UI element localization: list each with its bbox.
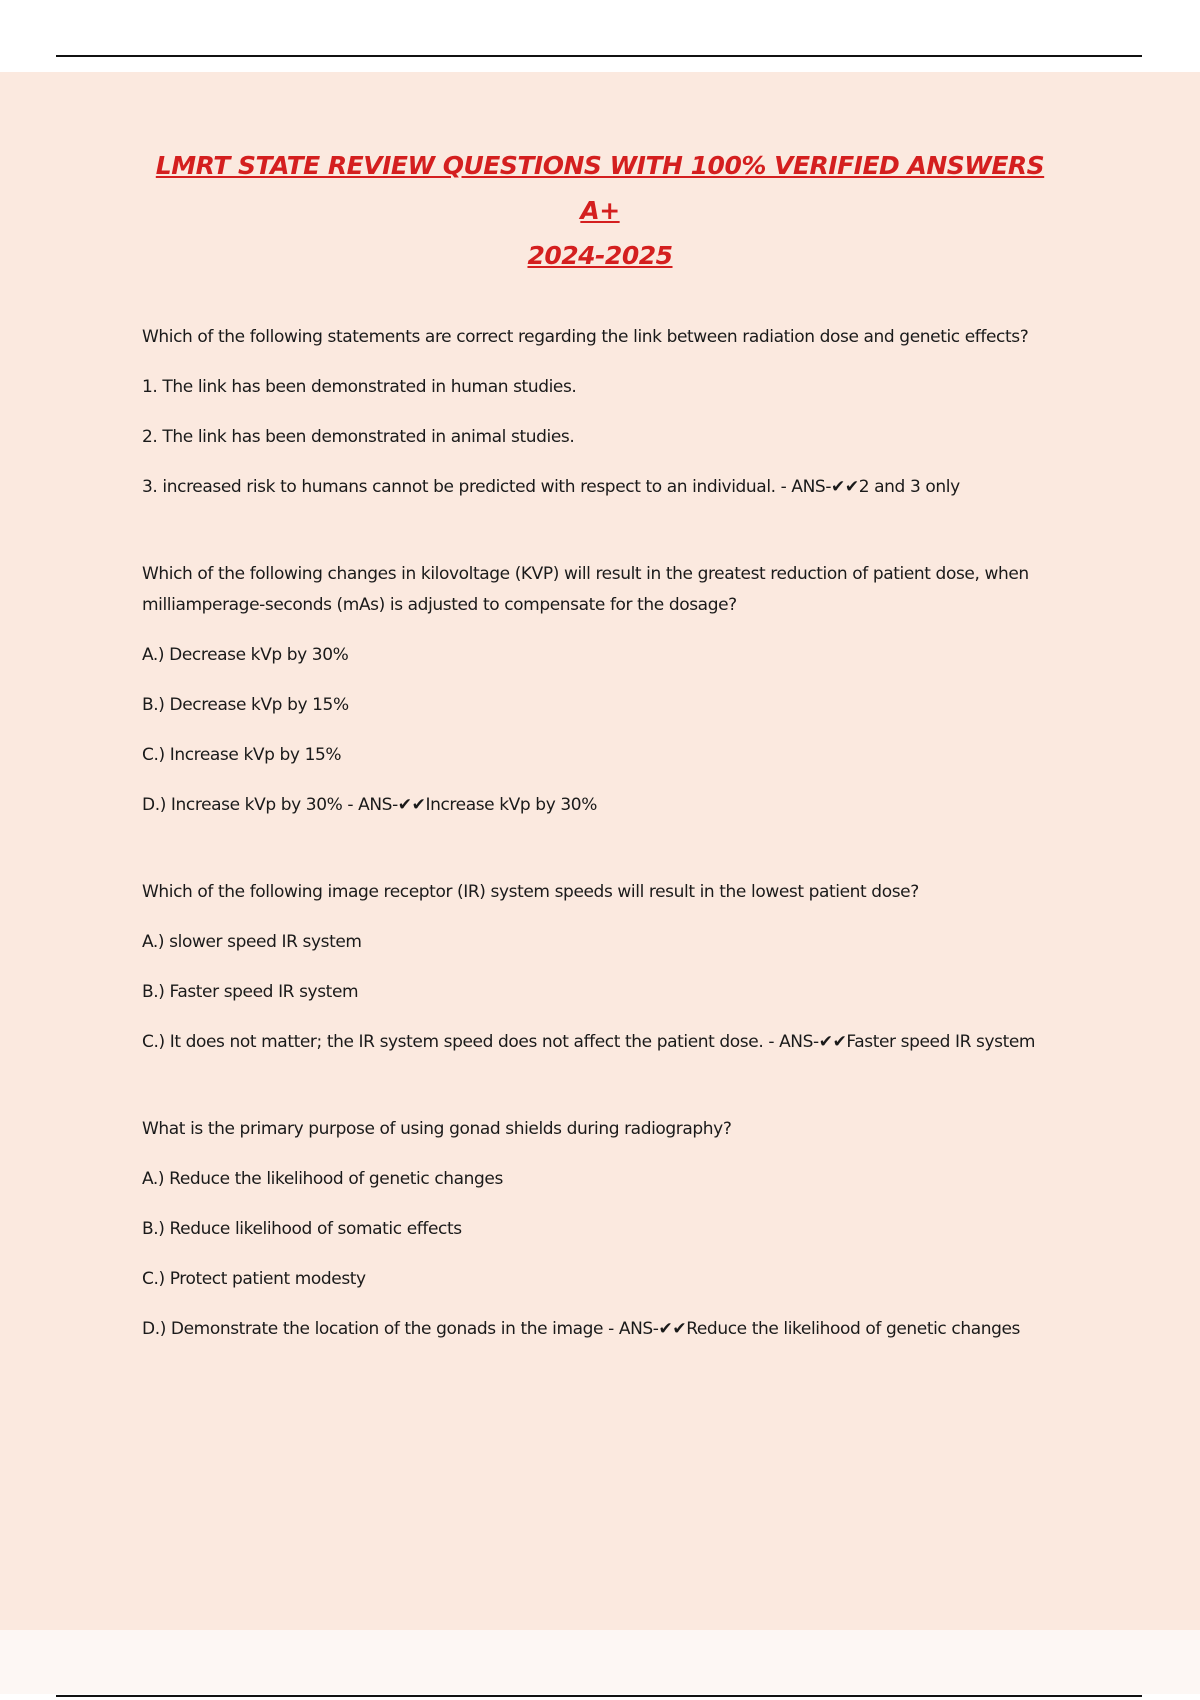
bottom-rule	[56, 1695, 1142, 1697]
question-1	[142, 322, 1067, 503]
page-bottom-band	[0, 1630, 1200, 1694]
question-stem: Which of the following statements are correct regarding the link between radiation dose and genetic effects?	[142, 327, 1029, 347]
question-option: B.) Decrease kVp by 15%	[142, 695, 349, 715]
title-line-1: LMRT STATE REVIEW QUESTIONS WITH 100% VERIFIED ANSWERS A+	[155, 151, 1045, 225]
question-list	[142, 322, 1067, 1345]
question-option: C.) Protect patient modesty	[142, 1269, 366, 1289]
question-option: B.) Faster speed IR system	[142, 982, 359, 1002]
question-3	[142, 877, 1067, 1058]
title-line-2: 2024-2025	[527, 241, 673, 270]
question-option-answer: D.) Demonstrate the location of the gonads in the image - ANS-✔✔Reduce the likelihood of genetic changes	[142, 1319, 1020, 1339]
question-option: B.) Reduce likelihood of somatic effects	[142, 1219, 462, 1239]
question-option: A.) Decrease kVp by 30%	[142, 645, 349, 665]
question-option-answer: 3. increased risk to humans cannot be predicted with respect to an individual. - ANS-✔✔2 and 3 only	[142, 477, 960, 497]
question-option-answer: C.) It does not matter; the IR system speed does not affect the patient dose. - ANS-✔✔Faster speed IR system	[142, 1032, 1036, 1052]
top-rule	[56, 55, 1142, 57]
question-option: A.) Reduce the likelihood of genetic changes	[142, 1169, 503, 1189]
question-option-answer: D.) Increase kVp by 30% - ANS-✔✔Increase kVp by 30%	[142, 795, 597, 815]
question-stem: Which of the following image receptor (IR) system speeds will result in the lowest patient dose?	[142, 882, 919, 902]
question-stem: Which of the following changes in kilovoltage (KVP) will result in the greatest reduction of patient dose, when milliamperage-seconds (mAs) is adjusted to compensate for the dosage?	[142, 564, 1029, 615]
question-4	[142, 1114, 1067, 1345]
question-stem: What is the primary purpose of using gonad shields during radiography?	[142, 1119, 732, 1139]
question-option: 1. The link has been demonstrated in human studies.	[142, 377, 577, 397]
question-option: C.) Increase kVp by 15%	[142, 745, 342, 765]
document-title	[140, 143, 1060, 278]
question-2	[142, 559, 1067, 821]
question-option: 2. The link has been demonstrated in animal studies.	[142, 427, 575, 447]
question-option: A.) slower speed IR system	[142, 932, 362, 952]
